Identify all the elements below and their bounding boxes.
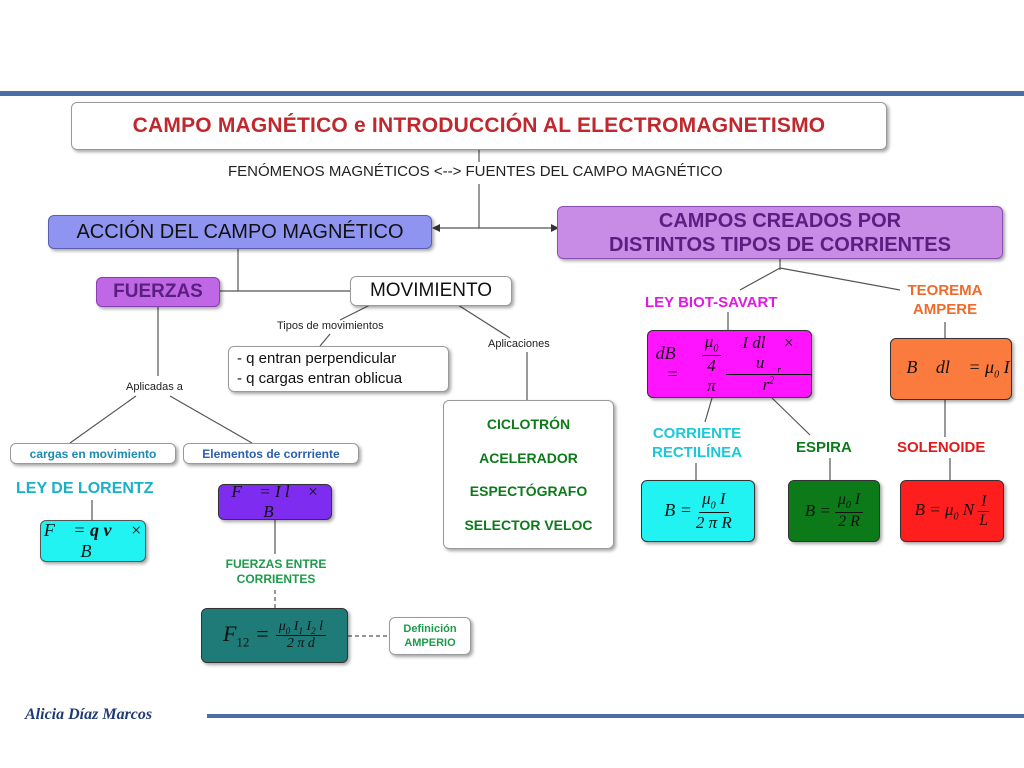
node-elementos-label: Elementos de corrriente — [202, 446, 340, 461]
solenoide-label: SOLENOIDE — [897, 439, 986, 456]
node-movimiento-label: MOVIMIENTO — [369, 280, 493, 301]
definicion-line2: AMPERIO — [404, 637, 456, 649]
corriente-line2: RECTILÍNEA — [652, 444, 742, 461]
eq-f12-formula: $F_{12}$ = $\frac{\mu_0 I_1 I_2 l}{\text{2 π d}}$ — [223, 619, 326, 653]
app-acelerador: ACELERADOR — [479, 449, 578, 466]
label-tipos-movimientos: Tipos de movimientos — [277, 320, 384, 332]
eq-lorentz — [40, 520, 146, 562]
node-aplicaciones — [443, 400, 614, 549]
fuerzas-entre-corrientes — [216, 557, 336, 587]
node-campos-line1: CAMPOS CREADOS POR — [658, 209, 902, 232]
eq-teorema-ampere — [890, 338, 1012, 400]
app-espectografo: ESPECTÓGRAFO — [469, 483, 588, 500]
node-campos-line2: DISTINTOS TIPOS DE CORRIENTES — [609, 233, 951, 256]
teorema-line1: TEOREMA — [907, 282, 983, 299]
node-movimiento — [350, 276, 512, 306]
app-ciclotron: CICLOTRÓN — [486, 415, 571, 432]
label-aplicadas-a: Aplicadas a — [126, 381, 183, 393]
ley-lorentz-label: LEY DE LORENTZ — [16, 480, 154, 497]
eq-solenoide — [900, 480, 1004, 542]
espira-label: ESPIRA — [796, 439, 852, 456]
teorema-ampere-label — [897, 281, 993, 319]
node-tipos-movimiento — [228, 346, 449, 392]
node-accion — [48, 215, 432, 249]
eq-ampere-formula: ∮B⃗ dl⃗ = $\mu_0$ I — [892, 357, 1010, 381]
eq-biot-savart — [647, 330, 812, 398]
node-fuerzas — [96, 277, 220, 307]
eq-lorentz-formula: F⃗ = q v⃗ × B⃗ — [43, 520, 143, 561]
subtitle: FENÓMENOS MAGNÉTICOS <--> FUENTES DEL CAMPO MAGNÉTICO — [228, 163, 723, 180]
node-fuerzas-label: FUERZAS — [113, 281, 203, 302]
label-aplicaciones: Aplicaciones — [488, 338, 550, 350]
node-cargas-movimiento — [10, 443, 176, 464]
eq-elemento-corriente — [218, 484, 332, 520]
corriente-rectilinea-label — [638, 424, 756, 462]
tipo-perpendicular: - q entran perpendicular — [237, 350, 397, 367]
node-campos-creados — [557, 206, 1003, 259]
eq-corriente-rectilinea — [641, 480, 755, 542]
teorema-line2: AMPERE — [912, 301, 978, 318]
eq-elemento-formula: F⃗ = I l⃗ × B⃗ — [231, 482, 319, 521]
eq-fuerzas-entre-corrientes — [201, 608, 348, 663]
node-accion-label: ACCIÓN DEL CAMPO MAGNÉTICO — [76, 220, 404, 243]
app-selector-veloc: SELECTOR VELOC — [464, 517, 593, 534]
node-cargas-label: cargas en movimiento — [29, 446, 157, 461]
eq-solenoide-formula: $B = \mu_0$ N I L — [914, 492, 989, 529]
eq-rect-formula: B = $\frac{\mu_0 I}{\text{2 π R}}$ — [664, 489, 732, 532]
eq-espira — [788, 480, 880, 542]
fuerzas-entre-line1: FUERZAS ENTRE — [225, 557, 327, 571]
author-name: Alicia Díaz Marcos — [25, 706, 153, 723]
definicion-line1: Definición — [403, 623, 457, 635]
node-elementos-corriente — [183, 443, 359, 464]
node-definicion-amperio — [389, 617, 471, 655]
ley-biot-savart-label: LEY BIOT-SAVART — [645, 294, 778, 311]
map-title: CAMPO MAGNÉTICO e INTRODUCCIÓN AL ELECTROMAGNETISMO — [71, 102, 887, 150]
bottom-accent-bar — [207, 714, 1024, 718]
tipo-oblicua: - q cargas entran oblicua — [237, 370, 403, 387]
eq-biot-formula: dB⃗ = $\frac{\mu_0}{4 \pi}$ I dl⃗ × $u⃗_r$ $r^2$ — [648, 332, 811, 395]
corriente-line1: CORRIENTE — [652, 425, 742, 442]
fuerzas-entre-line2: CORRIENTES — [236, 572, 316, 586]
eq-espira-formula: B = $\frac{\mu_0 I}{2 R}$ — [805, 491, 863, 530]
